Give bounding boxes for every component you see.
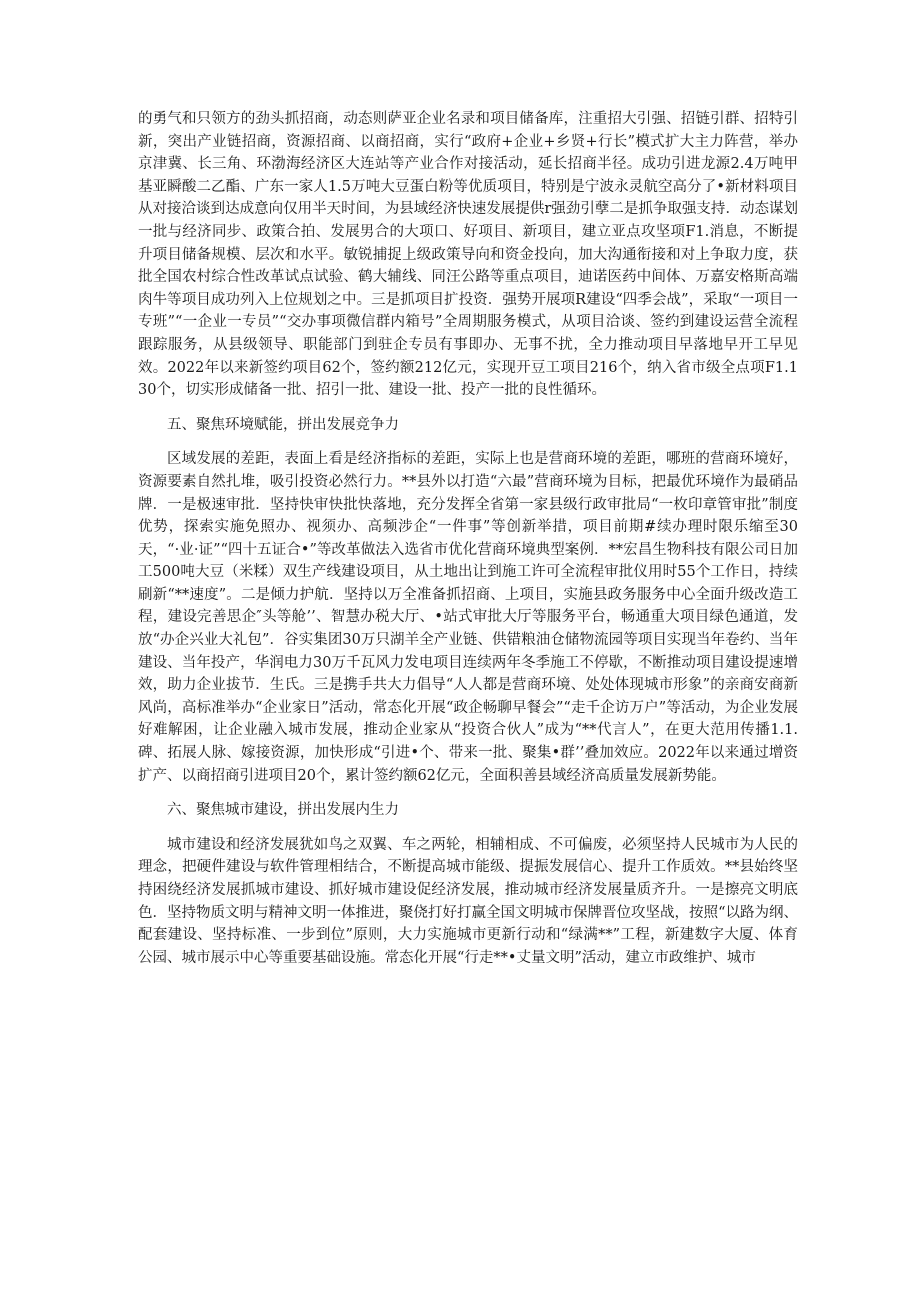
paragraph-business-environment: 区域发展的差距，表面上看是经济指标的差距，实际上也是营商环境的差距，哪班的营商环境好，资源要素自然扎堆，吸引投资必然行力。**县外以打造“六最”营商环境为目标，把最优环境作为最硝品牌．一是极速审批．坚持快审快批快落地，充分发挥全省第一家县级行政审批局“一枚印章管审批”制度优势，探索实施免照办、视须办、高频涉企“一件事”等创新举措，项目前期#续办理时限乐缩至30天，“·业·证”“四十五证合•”等改革做法入选省市优化营商环境典型案例．**宏昌生物科技有限公司日加工500吨大豆（米糅）双生产线建设项目，从土地出让到施工许可全流程审批仪用时55个工作日，持续刷新“**速度”。二是倾力护航．坚持以万全准备抓招商、上项目，实施县政务服务中心全面升级改造工程，建设完善思企″头等舱’’、智慧办税大厅、•站式审批大厅等服务平台，畅通重大项目绿色通道，发放“办企兴业大礼包”．谷实集团30万只湖羊全产业链、供错粮油仓储物流园等项目实现当年卷约、当年建设、当年投产，华润电力30万千瓦风力发电项目连续两年冬季施工不停歇，不断推动项目建设提速增效，助力企业拔节．生氏。三是携手共大力倡导“人人都是营商环境、处处体现城市形象”的亲商安商新风尚，高标准举办“企业家日”活动，常态化开展“政企畅聊早餐会”“走千企访万户”等活动，为企业发展好难解困，让企业融入城市发展，推动企业家从“投资合伙人”成为“**代言人”，在更大范用传播1.1.碑、拓展人脉、嫁接资源，加快形成“引进•个、带来一批、聚集•群’’叠加效应。2022年以来通过增资扩产、以商招商引进项目20个，累计签约额62亿元，全面积善县域经济高质量发展新势能。 (138, 451, 798, 784)
paragraph-urban-construction: 城市建设和经济发展犹如鸟之双翼、车之两轮，相辅相成、不可偏废，必须坚持人民城市为人民的理念，把硬件建设与软件管理相结合，不断提高城市能级、提振发展信心、提升工作质效。**县始终坚持困绕经济发展抓城市建设、抓好城市建设促经济发展，推动城市经济发展量质齐升。一是擦亮文明底色．坚持物质文明与精神文明一体推进，聚侥打好打赢全国文明城市保牌晋位攻坚战，按照“以路为纲、配套建设、坚持标准、一步到位”原则，大力实施城市更新行动和“绿满**”工程，新建数字大厦、体育公园、城市展示中心等重要基础设施。常态化开展“行走**•丈量文明”活动，建立市政维护、城市 (138, 836, 798, 966)
section-heading-urban-construction: 六、聚焦城市建设，拼出发展内生力 (167, 802, 399, 819)
section-heading-environment: 五、聚焦环境赋能，拼出发展竞争力 (167, 416, 399, 433)
paragraph-investment-continued: 的勇气和只领方的劲头抓招商，动态则萨亚企业名录和项目储备库，注重招大引强、招链引群、招特引新，突出产业链招商，资源招商、以商招商，实行“政府+企业+乡贤+行长”模式扩大主力阵营，举办京津冀、长三角、环渤海经济区大连站等产业合作对接活动，延长招商半径。成功引进龙源2.4万吨甲基亚瞬酸二乙酯、广东一家人1.5万吨大豆蛋白粉等优质项目，特别是宁波永灵航空高分了•新材料项目从对接洽谈到达成意向仅用半天时间，为县域经济快速发展提供r强劲引孽二是抓争取强支持．动态谋划一批与经济同步、政策合拍、发展男合的大项口、好项目、新项目，建立亚点攻坚项F1.消息，不断提升项目储备规模、层次和水平。敏锐捕捉上级政策导向和资金投向，加大沟通衔接和对上争取力度，获批全国农村综合性改革试点试验、鹤大辅线、同汪公路等重点项目，迪诺医药中间体、万嘉安格斯高端肉牛等项目成功列入上位规划之中。三是抓项目扩投资．强势开展项R建设“四季会战”，采取“一项目一专班”“一企业一专员”“交办事项微信群内箱号”全周期服务模式，从项目洽谈、签约到建设运营全流程跟踪服务，从县级领导、职能部门到驻企专员有事即办、无事不扰，全力推动项目早落地早开工早见效。2022年以来新签约项目62个，签约额212亿元，实现开豆工项目216个，纳入省市级全点项F1.130个，切实形成储备一批、招引一批、建设一批、投产一批的良性循环。 (138, 111, 798, 399)
document-page (138, 108, 798, 969)
